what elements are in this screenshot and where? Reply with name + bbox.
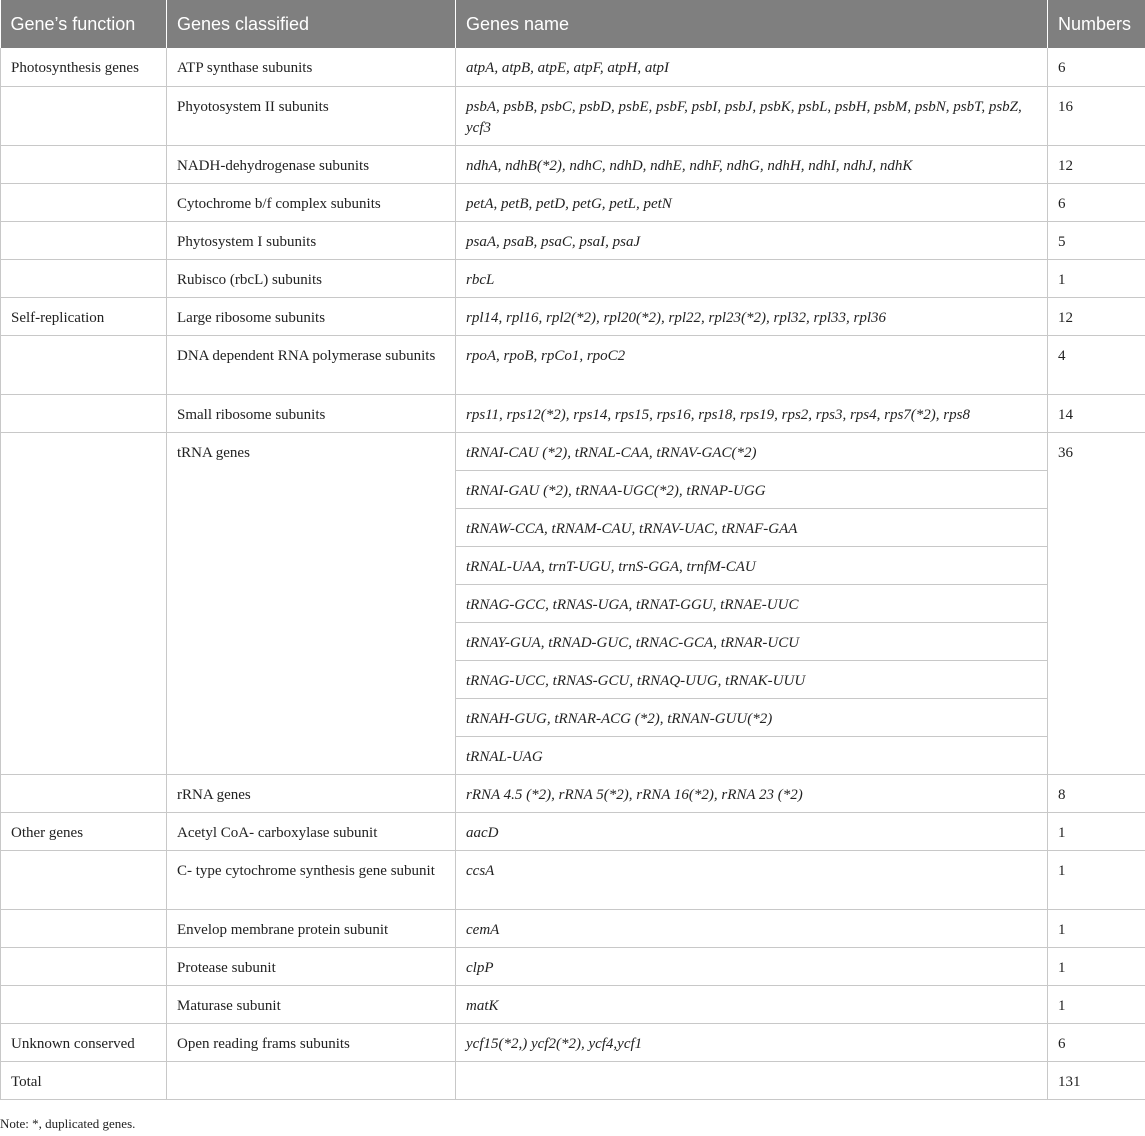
genes-cell: clpP [456,947,1048,985]
number-cell: 12 [1048,297,1145,335]
class-cell: ATP synthase subunits [167,48,456,86]
trna-genes-cell: tRNAL-UAA, trnT-UGU, trnS-GGA, trnfM-CAU [456,546,1048,584]
total-row [1,1061,1145,1099]
class-cell: NADH-dehydrogenase subunits [167,145,456,183]
table-row [1,850,1145,909]
function-cell [1,145,167,183]
table-row [1,259,1145,297]
trna-genes-cell: tRNAY-GUA, tRNAD-GUC, tRNAC-GCA, tRNAR-UCU [456,622,1048,660]
header-numbers: Numbers [1048,0,1145,48]
number-cell: 1 [1048,259,1145,297]
function-cell [1,909,167,947]
table-row [1,183,1145,221]
genes-cell: atpA, atpB, atpE, atpF, atpH, atpI [456,48,1048,86]
number-cell: 6 [1048,1023,1145,1061]
table-row [1,394,1145,432]
genes-cell: rps11, rps12(*2), rps14, rps15, rps16, rps18, rps19, rps2, rps3, rps4, rps7(*2), rps8 [456,394,1048,432]
class-cell: C- type cytochrome synthesis gene subunit [167,850,456,909]
table-row [1,86,1145,145]
class-cell: rRNA genes [167,774,456,812]
function-cell: Other genes [1,812,167,850]
class-cell: Small ribosome subunits [167,394,456,432]
header-genes-name: Genes name [456,0,1048,48]
table-note: Note: *, duplicated genes. [0,1116,136,1131]
class-cell: Acetyl CoA- carboxylase subunit [167,812,456,850]
class-cell: Phyotosystem II subunits [167,86,456,145]
header-gene-function: Gene’s function [1,0,167,48]
genes-cell: psbA, psbB, psbC, psbD, psbE, psbF, psbI, psbJ, psbK, psbL, psbH, psbM, psbN, psbT, psbZ, ycf3 [456,86,1048,145]
number-cell: 6 [1048,183,1145,221]
table-row [1,335,1145,394]
trna-row [1,432,1145,470]
trna-genes-cell: tRNAL-UAG [456,736,1048,774]
function-cell: Unknown conserved [1,1023,167,1061]
function-cell [1,86,167,145]
table-row [1,812,1145,850]
trna-genes-cell: tRNAW-CCA, tRNAM-CAU, tRNAV-UAC, tRNAF-GAA [456,508,1048,546]
genes-cell: cemA [456,909,1048,947]
table-row [1,1023,1145,1061]
trna-genes-cell: tRNAI-CAU (*2), tRNAL-CAA, tRNAV-GAC(*2) [456,432,1048,470]
header-genes-classified: Genes classified [167,0,456,48]
genes-cell: aacD [456,812,1048,850]
genes-cell: rbcL [456,259,1048,297]
number-cell: 1 [1048,947,1145,985]
genes-cell: matK [456,985,1048,1023]
table-row [1,48,1145,86]
genes-cell: ndhA, ndhB(*2), ndhC, ndhD, ndhE, ndhF, ndhG, ndhH, ndhI, ndhJ, ndhK [456,145,1048,183]
function-cell [1,947,167,985]
class-cell: Large ribosome subunits [167,297,456,335]
genes-cell: ccsA [456,850,1048,909]
table-row [1,947,1145,985]
number-cell: 1 [1048,909,1145,947]
genes-cell: psaA, psaB, psaC, psaI, psaJ [456,221,1048,259]
class-cell: Phytosystem I subunits [167,221,456,259]
function-cell [1,183,167,221]
genes-cell [456,1061,1048,1099]
number-cell: 1 [1048,812,1145,850]
function-cell [1,221,167,259]
number-cell: 16 [1048,86,1145,145]
function-cell: Photosynthesis genes [1,48,167,86]
function-cell [1,432,167,774]
trna-genes-cell: tRNAH-GUG, tRNAR-ACG (*2), tRNAN-GUU(*2) [456,698,1048,736]
genes-cell: rpl14, rpl16, rpl2(*2), rpl20(*2), rpl22, rpl23(*2), rpl32, rpl33, rpl36 [456,297,1048,335]
class-cell: Envelop membrane protein subunit [167,909,456,947]
number-cell: 14 [1048,394,1145,432]
class-cell: Maturase subunit [167,985,456,1023]
number-cell: 36 [1048,432,1145,774]
class-cell: Open reading frams subunits [167,1023,456,1061]
number-cell: 1 [1048,850,1145,909]
table-row [1,145,1145,183]
table-row [1,909,1145,947]
genes-cell: rRNA 4.5 (*2), rRNA 5(*2), rRNA 16(*2), rRNA 23 (*2) [456,774,1048,812]
table-row [1,985,1145,1023]
table-row [1,774,1145,812]
trna-genes-cell: tRNAI-GAU (*2), tRNAA-UGC(*2), tRNAP-UGG [456,470,1048,508]
function-cell [1,259,167,297]
total-label-cell: Total [1,1061,167,1099]
class-cell: Cytochrome b/f complex subunits [167,183,456,221]
table-row [1,221,1145,259]
number-cell: 1 [1048,985,1145,1023]
class-cell: DNA dependent RNA polymerase subunits [167,335,456,394]
number-cell: 8 [1048,774,1145,812]
class-cell: Protease subunit [167,947,456,985]
genes-cell: rpoA, rpoB, rpCo1, rpoC2 [456,335,1048,394]
number-cell: 4 [1048,335,1145,394]
genes-cell: petA, petB, petD, petG, petL, petN [456,183,1048,221]
function-cell [1,985,167,1023]
genes-cell: ycf15(*2,) ycf2(*2), ycf4,ycf1 [456,1023,1048,1061]
total-number-cell: 131 [1048,1061,1145,1099]
header-row [1,0,1145,48]
function-cell [1,335,167,394]
table-row [1,297,1145,335]
class-cell: Rubisco (rbcL) subunits [167,259,456,297]
function-cell [1,394,167,432]
class-cell: tRNA genes [167,432,456,774]
function-cell [1,774,167,812]
trna-genes-cell: tRNAG-GCC, tRNAS-UGA, tRNAT-GGU, tRNAE-UUC [456,584,1048,622]
function-cell: Self-replication [1,297,167,335]
number-cell: 6 [1048,48,1145,86]
number-cell: 5 [1048,221,1145,259]
class-cell [167,1061,456,1099]
function-cell [1,850,167,909]
number-cell: 12 [1048,145,1145,183]
trna-genes-cell: tRNAG-UCC, tRNAS-GCU, tRNAQ-UUG, tRNAK-UUU [456,660,1048,698]
